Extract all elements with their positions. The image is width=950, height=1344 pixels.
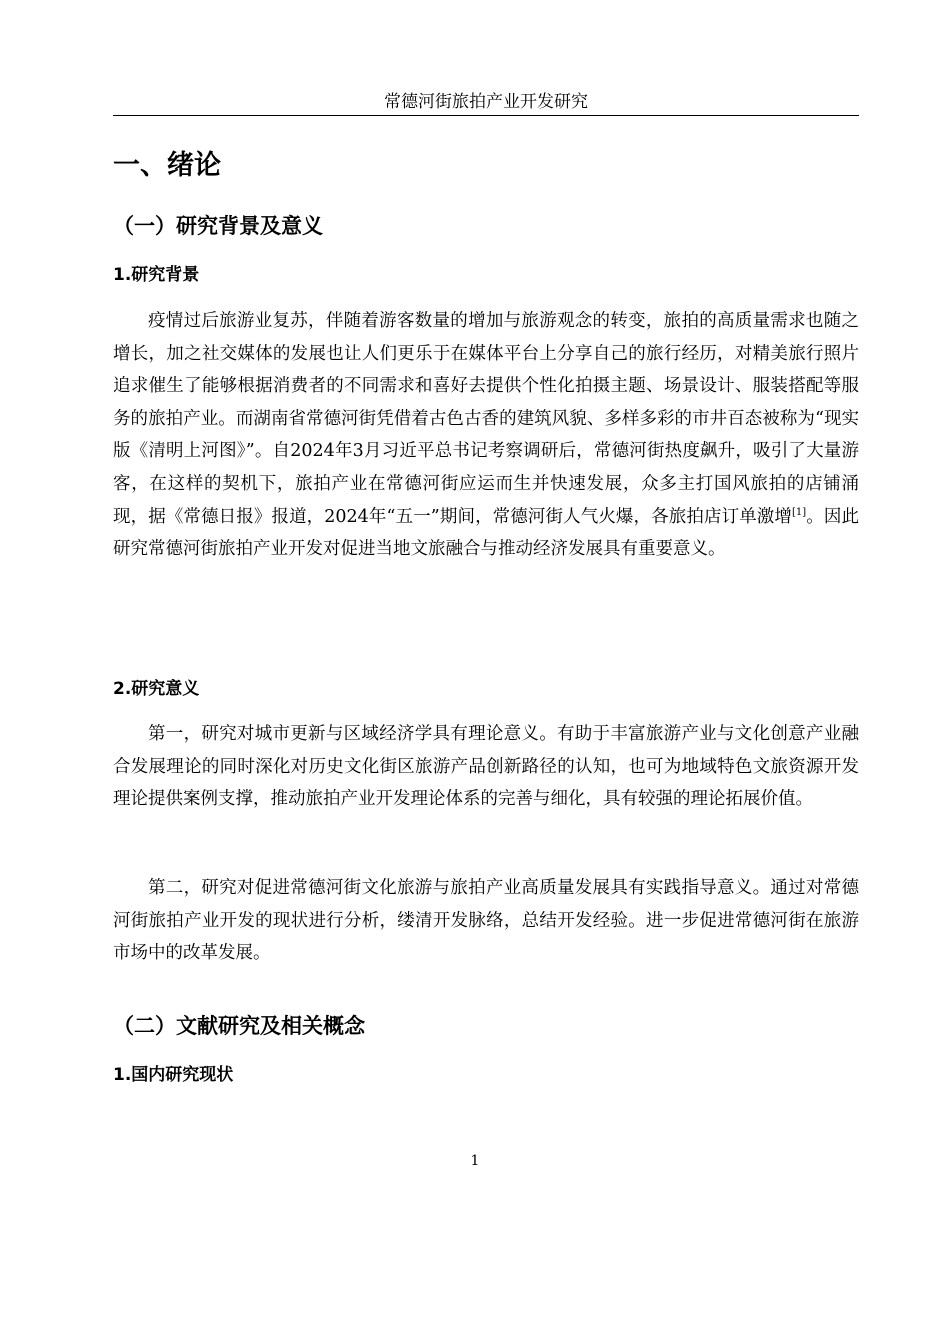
subsection-title-domestic-research: 1.国内研究现状 (113, 1065, 234, 1085)
background-paragraph-text-end: 。因此研究常德河街旅拍产业开发对促进当地文旅融合与推动经济发展具有重要意义。 (113, 506, 859, 560)
background-paragraph (113, 305, 859, 566)
subsection-title-background: 1.研究背景 (113, 265, 200, 285)
running-header: 常德河街旅拍产业开发研究 (113, 89, 859, 116)
significance-paragraph-theory: 第一，研究对城市更新与区域经济学具有理论意义。有助于丰富旅游产业与文化创意产业融合发展理论的同时深化对历史文化街区旅游产品创新路径的认知，也可为地域特色文旅资源开发理论提供案例支撑，推动旅拍产业开发理论体系的完善与细化，具有较强的理论拓展价值。 (113, 724, 859, 810)
background-paragraph-text: 疫情过后旅游业复苏，伴随着游客数量的增加与旅游观念的转变，旅拍的高质量需求也随之增长，加之社交媒体的发展也让人们更乐于在媒体平台上分享自己的旅行经历，对精美旅行照片追求催生了能够根据消费者的不同需求和喜好去提供个性化拍摄主题、场景设计、服装搭配等服务的旅拍产业。而湖南省常德河街凭借着古色古香的建筑风貌、多样多彩的市井百态被称为“现实版《清明上河图》”。自2024年3月习近平总书记考察调研后，常德河街热度飙升，吸引了大量游客，在这样的契机下，旅拍产业在常德河街应运而生并快速发展，众多主打国风旅拍的店铺涌现，据《常德日报》报道，2024年“五一”期间，常德河街人气火爆，各旅拍店订单激增 (113, 311, 859, 527)
section-title-background: （一）研究背景及意义 (113, 214, 323, 238)
citation-reference: [1] (792, 506, 807, 518)
significance-paragraph-practice: 第二，研究对促进常德河街文化旅游与旅拍产业高质量发展具有实践指导意义。通过对常德河街旅拍产业开发的现状进行分析，缕清开发脉络，总结开发经验。进一步促进常德河街在旅游市场中的改革发展。 (113, 878, 859, 964)
chapter-title: 一、绪论 (113, 150, 221, 181)
section-title-literature: （二）文献研究及相关概念 (113, 1014, 365, 1038)
page-number: 1 (470, 1153, 480, 1169)
subsection-title-significance: 2.研究意义 (113, 679, 200, 699)
